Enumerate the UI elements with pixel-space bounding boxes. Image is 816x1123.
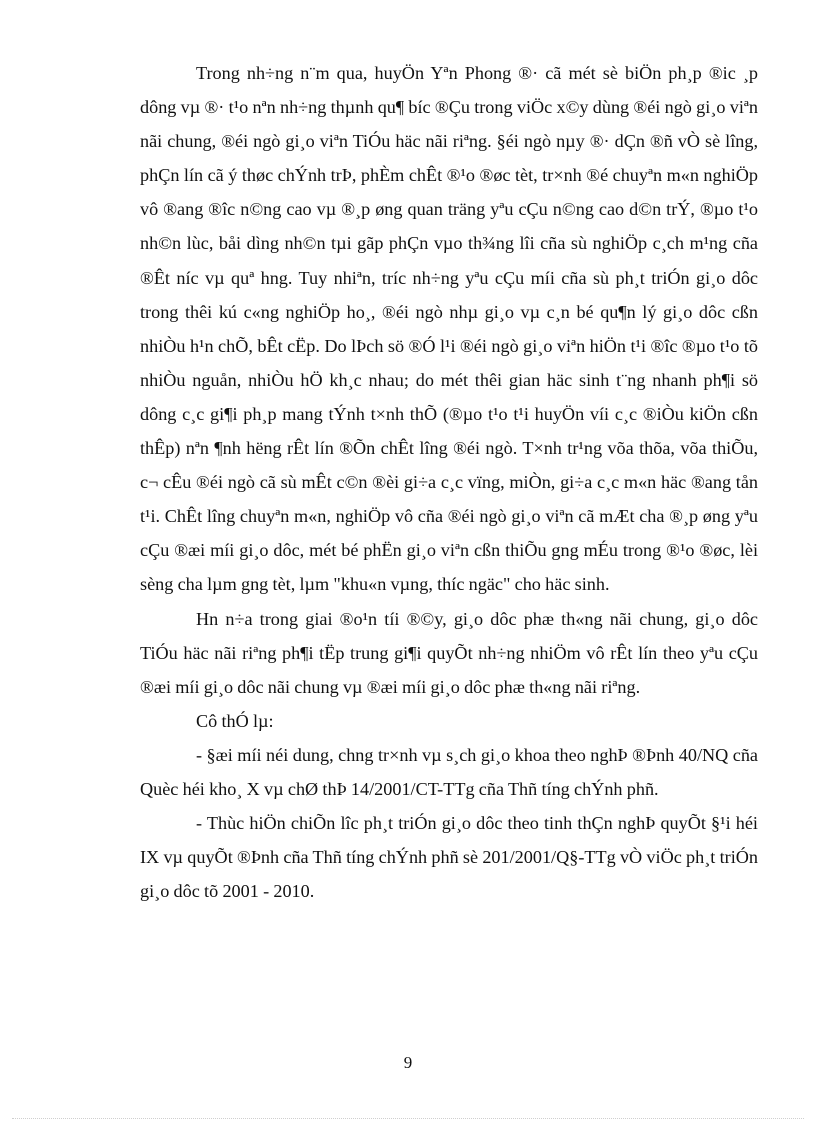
body-text <box>140 56 758 908</box>
paragraph-tasks: Hn n÷a trong giai ®o¹n tíi ®©y, gi¸o dôc phæ th«ng nãi chung, gi¸o dôc TiÓu häc nãi riªng ph¶i tËp trung gi¶i quyÕt nh÷ng nhiÖm vô rÊt lín theo yªu cÇu ®æi míi gi¸o dôc nãi chung vµ ®æi míi gi¸o dôc phæ th«ng nãi riªng. <box>140 608 758 697</box>
list-item: - Thùc hiÖn chiÕn lîc ph¸t triÓn gi¸o dôc theo tinh thÇn nghÞ quyÕt §¹i héi IX vµ quyÕt ®Þnh cña Thñ tíng chÝnh phñ sè 201/2001/Q§-TTg vÒ viÖc ph¸t triÓn gi¸o dôc tõ 2001 - 2010. <box>140 813 758 902</box>
paragraph-specifically: Cô thÓ lµ: <box>196 710 274 731</box>
paragraph-intro: Trong nh÷ng n¨m qua, huyÖn Yªn Phong ®· cã mét sè biÖn ph¸p ®ic ¸p dông vµ ®· t¹o nªn nh÷ng thµnh qu¶ bíc ®Çu trong viÖc x©y dùng ®éi ngò gi¸o viªn nãi chung, ®éi ngò gi¸o viªn TiÓu häc nãi riªng. §éi ngò nµy ®· dÇn ®ñ vÒ sè lîng, phÇn lín cã ý thøc chÝnh trÞ, phÈm chÊt ®¹o ®øc tèt, tr×nh ®é chuyªn m«n nghiÖp vô ®ang ®îc n©ng cao vµ ®¸p øng quan träng yªu cÇu n©ng cao d©n trÝ, ®µo t¹o nh©n lùc, båi dìng nh©n tµi gãp phÇn vµo th¾ng lîi cña sù nghiÖp c¸ch m¹ng cña ®Êt níc vµ quª hng. Tuy nhiªn, tríc nh÷ng yªu cÇu míi cña sù ph¸t triÓn gi¸o dôc trong thêi kú c«ng nghiÖp ho¸, ®éi ngò nhµ gi¸o vµ c¸n bé qu¶n lý gi¸o dôc cßn nhiÒu h¹n chÕ, bÊt cËp. Do lÞch sö ®Ó l¹i ®éi ngò gi¸o viªn hiÖn t¹i ®îc ®µo t¹o tõ nhiÒu nguån, nhiÒu hÖ kh¸c nhau; do mét thêi gian häc sinh t¨ng nhanh ph¶i sö dông c¸c gi¶i ph¸p mang tÝnh t×nh thÕ (®µo t¹o t¹i huyÖn víi c¸c ®iÒu kiÖn cßn thÊp) nªn ¶nh hëng rÊt lín ®Õn chÊt lîng ®éi ngò. T×nh tr¹ng võa thõa, võa thiÕu, c¬ cÊu ®éi ngò cã sù mÊt c©n ®èi gi÷a c¸c vïng, miÒn, gi÷a c¸c m«n häc ®ang tån t¹i. ChÊt lîng chuyªn m«n, nghiÖp vô cña ®éi ngò gi¸o viªn cã mÆt cha ®¸p øng yªu cÇu ®æi míi gi¸o dôc, mét bé phËn gi¸o viªn cßn thiÕu gng mÉu trong ®¹o ®øc, lèi sèng cha lµm gng tèt, lµm "khu«n vµng, thíc ngäc" cho häc sinh. <box>140 63 758 595</box>
list-item: - §æi míi néi dung, chng tr×nh vµ s¸ch gi¸o khoa theo nghÞ ®Þnh 40/NQ cña Quèc héi kho¸ X vµ chØ thÞ 14/2001/CT-TTg cña Thñ tíng chÝnh phñ. <box>140 744 758 799</box>
page-number: 9 <box>403 1053 413 1072</box>
page-bottom-divider <box>12 1118 804 1119</box>
